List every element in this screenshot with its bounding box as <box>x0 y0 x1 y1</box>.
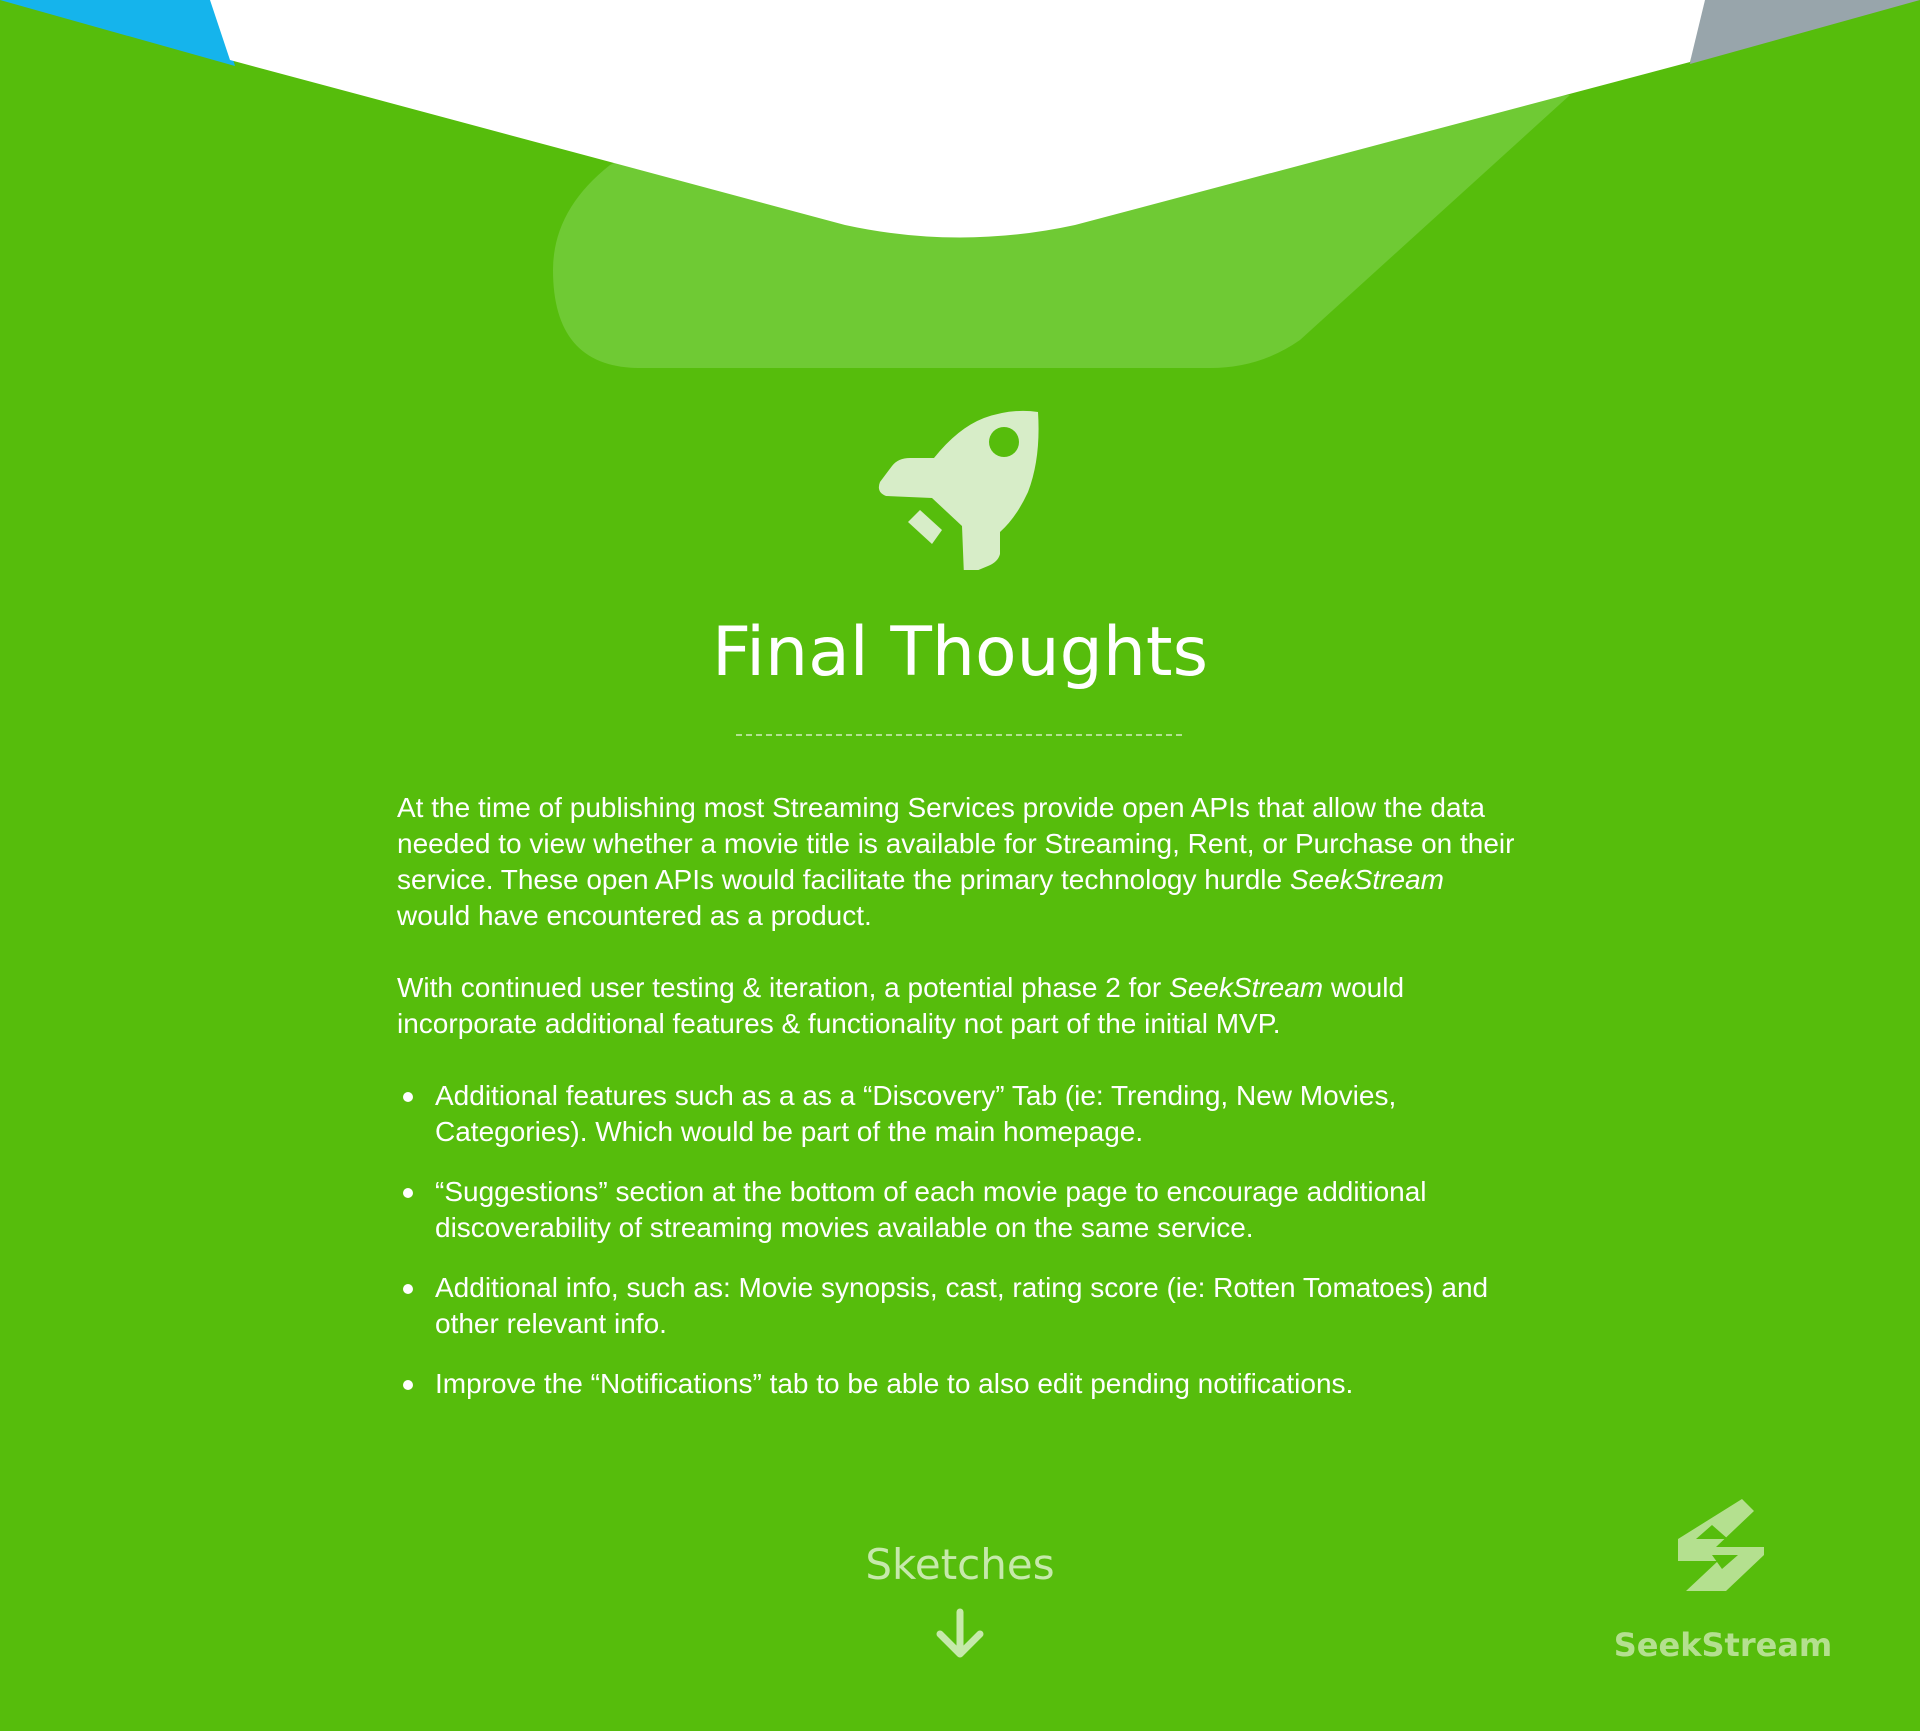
feature-list <box>397 1078 1523 1402</box>
gray-corner-shape <box>1690 0 1920 64</box>
rocket-icon <box>876 406 1042 570</box>
page-title: Final Thoughts <box>711 613 1209 692</box>
list-item <box>397 1078 1523 1150</box>
seekstream-logo-text: SeekStream <box>1613 1626 1833 1664</box>
list-item <box>397 1174 1523 1246</box>
arrow-down-icon[interactable] <box>932 1606 988 1662</box>
paragraph-phase2 <box>397 970 1523 1042</box>
paragraph-apis <box>397 790 1523 934</box>
brand-name: SeekStream <box>1289 864 1444 895</box>
bullet-icon <box>403 1380 413 1390</box>
list-item-text: “Suggestions” section at the bottom of each movie page to encourage additional discoverability of streaming movies available on the same service. <box>435 1176 1427 1243</box>
bullet-icon <box>403 1284 413 1294</box>
paragraph-text: At the time of publishing most Streaming Services provide open APIs that allow the data needed to view whether a movie title is available for Streaming, Rent, or Purchase on their service. These open APIs would facilitate the primary technology hurdle <box>397 792 1515 895</box>
list-item-text: Additional info, such as: Movie synopsis, cast, rating score (ie: Rotten Tomatoes) and other relevant info. <box>435 1272 1489 1339</box>
bullet-icon <box>403 1092 413 1102</box>
list-item-text: Additional features such as a as a “Discovery” Tab (ie: Trending, New Movies, Categories). Which would be part of the main homepage. <box>435 1080 1397 1147</box>
final-thoughts-content <box>397 790 1523 1426</box>
list-item <box>397 1270 1523 1342</box>
sketches-link[interactable]: Sketches <box>865 1540 1055 1589</box>
paragraph-text: would have encountered as a product. <box>397 900 872 931</box>
blue-corner-shape <box>0 0 235 66</box>
brand-name: SeekStream <box>1169 972 1324 1003</box>
bullet-icon <box>403 1188 413 1198</box>
list-item-text: Improve the “Notifications” tab to be able to also edit pending notifications. <box>435 1368 1354 1399</box>
paragraph-text: With continued user testing & iteration, a potential phase 2 for <box>397 972 1170 1003</box>
seekstream-logo-icon <box>1672 1495 1772 1595</box>
paragraph-text: would incorporate additional features & functionality not part of the initial MVP. <box>397 972 1405 1039</box>
list-item <box>397 1366 1523 1402</box>
title-divider <box>736 734 1182 736</box>
